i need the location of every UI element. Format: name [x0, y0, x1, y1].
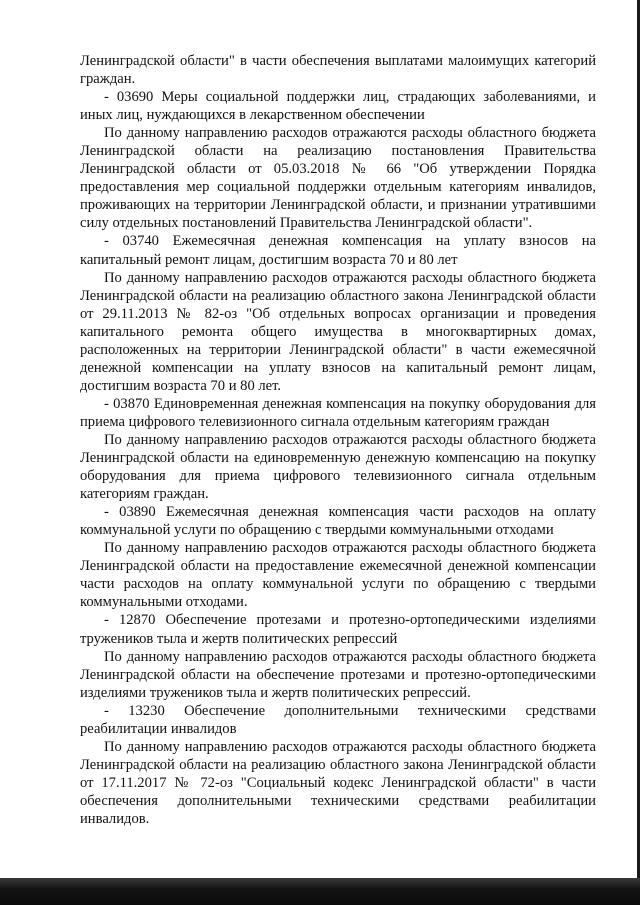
paragraph-03740-description: По данному направлению расходов отражаются расходы областного бюджета Ленинградской области на реализацию областного закона Ленинградской области от 29.11.2013 № 82-оз "Об отдельных вопросах организации и проведения капитального ремонта общего имущества в многоквартирных домах, расположенных на территории Ленинградской области" в части ежемесячной денежной компенсации на уплату взносов на капитальный ремонт лицам, достигшим возраста 70 и 80 лет.	[80, 269, 596, 394]
paragraph-03870-description: По данному направлению расходов отражаются расходы областного бюджета Ленинградской области на единовременную денежную компенсацию на покупку оборудования для приема цифрового телевизионного сигнала отдельным категориям граждан.	[80, 431, 596, 503]
section-heading-03870: - 03870 Единовременная денежная компенсация на покупку оборудования для приема цифрового телевизионного сигнала отдельным категориям граждан	[80, 395, 596, 430]
paragraph-03890-description: По данному направлению расходов отражаются расходы областного бюджета Ленинградской области на предоставление ежемесячной денежной компенсации части расходов на оплату коммунальной услуги по обращению с твердыми коммунальными отходами.	[80, 540, 596, 611]
section-heading-03740: - 03740 Ежемесячная денежная компенсация на уплату взносов на капитальный ремонт лицам, достигшим возраста 70 и 80 лет	[80, 233, 596, 268]
section-heading-12870: - 12870 Обеспечение протезами и протезно-ортопедическими изделиями тружеников тыла и жертв политических репрессий	[80, 612, 596, 647]
document-body	[80, 52, 596, 828]
section-heading-03890: - 03890 Ежемесячная денежная компенсация части расходов на оплату коммунальной услуги по обращению с твердыми коммунальными отходами	[80, 504, 596, 539]
paragraph-12870-description: По данному направлению расходов отражаются расходы областного бюджета Ленинградской области на обеспечение протезами и протезно-ортопедическими изделиями тружеников тыла и жертв политических репрессий.	[80, 648, 596, 701]
section-heading-13230: - 13230 Обеспечение дополнительными техническими средствами реабилитации инвалидов	[80, 702, 596, 737]
paragraph-13230-description: По данному направлению расходов отражаются расходы областного бюджета Ленинградской области на реализацию областного закона Ленинградской области от 17.11.2017 № 72-оз "Социальный кодекс Ленинградской области" в части обеспечения дополнительными техническими средствами реабилитации инвалидов.	[80, 738, 596, 827]
scan-edge-bottom	[0, 878, 640, 905]
paragraph-03690-description: По данному направлению расходов отражаются расходы областного бюджета Ленинградской области на реализацию постановления Правительства Ленинградской области от 05.03.2018 № 66 "Об утверждении Порядка предоставления мер социальной поддержки отдельным категориям инвалидов, проживающих на территории Ленинградской области, и признании утратившими силу отдельных постановлений Правительства Ленинградской области".	[80, 125, 596, 232]
paragraph-continuation: Ленинградской области" в части обеспечения выплатами малоимущих категорий граждан.	[80, 53, 596, 88]
section-heading-03690: - 03690 Меры социальной поддержки лиц, страдающих заболеваниями, и иных лиц, нуждающихся в лекарственном обеспечении	[80, 89, 596, 124]
